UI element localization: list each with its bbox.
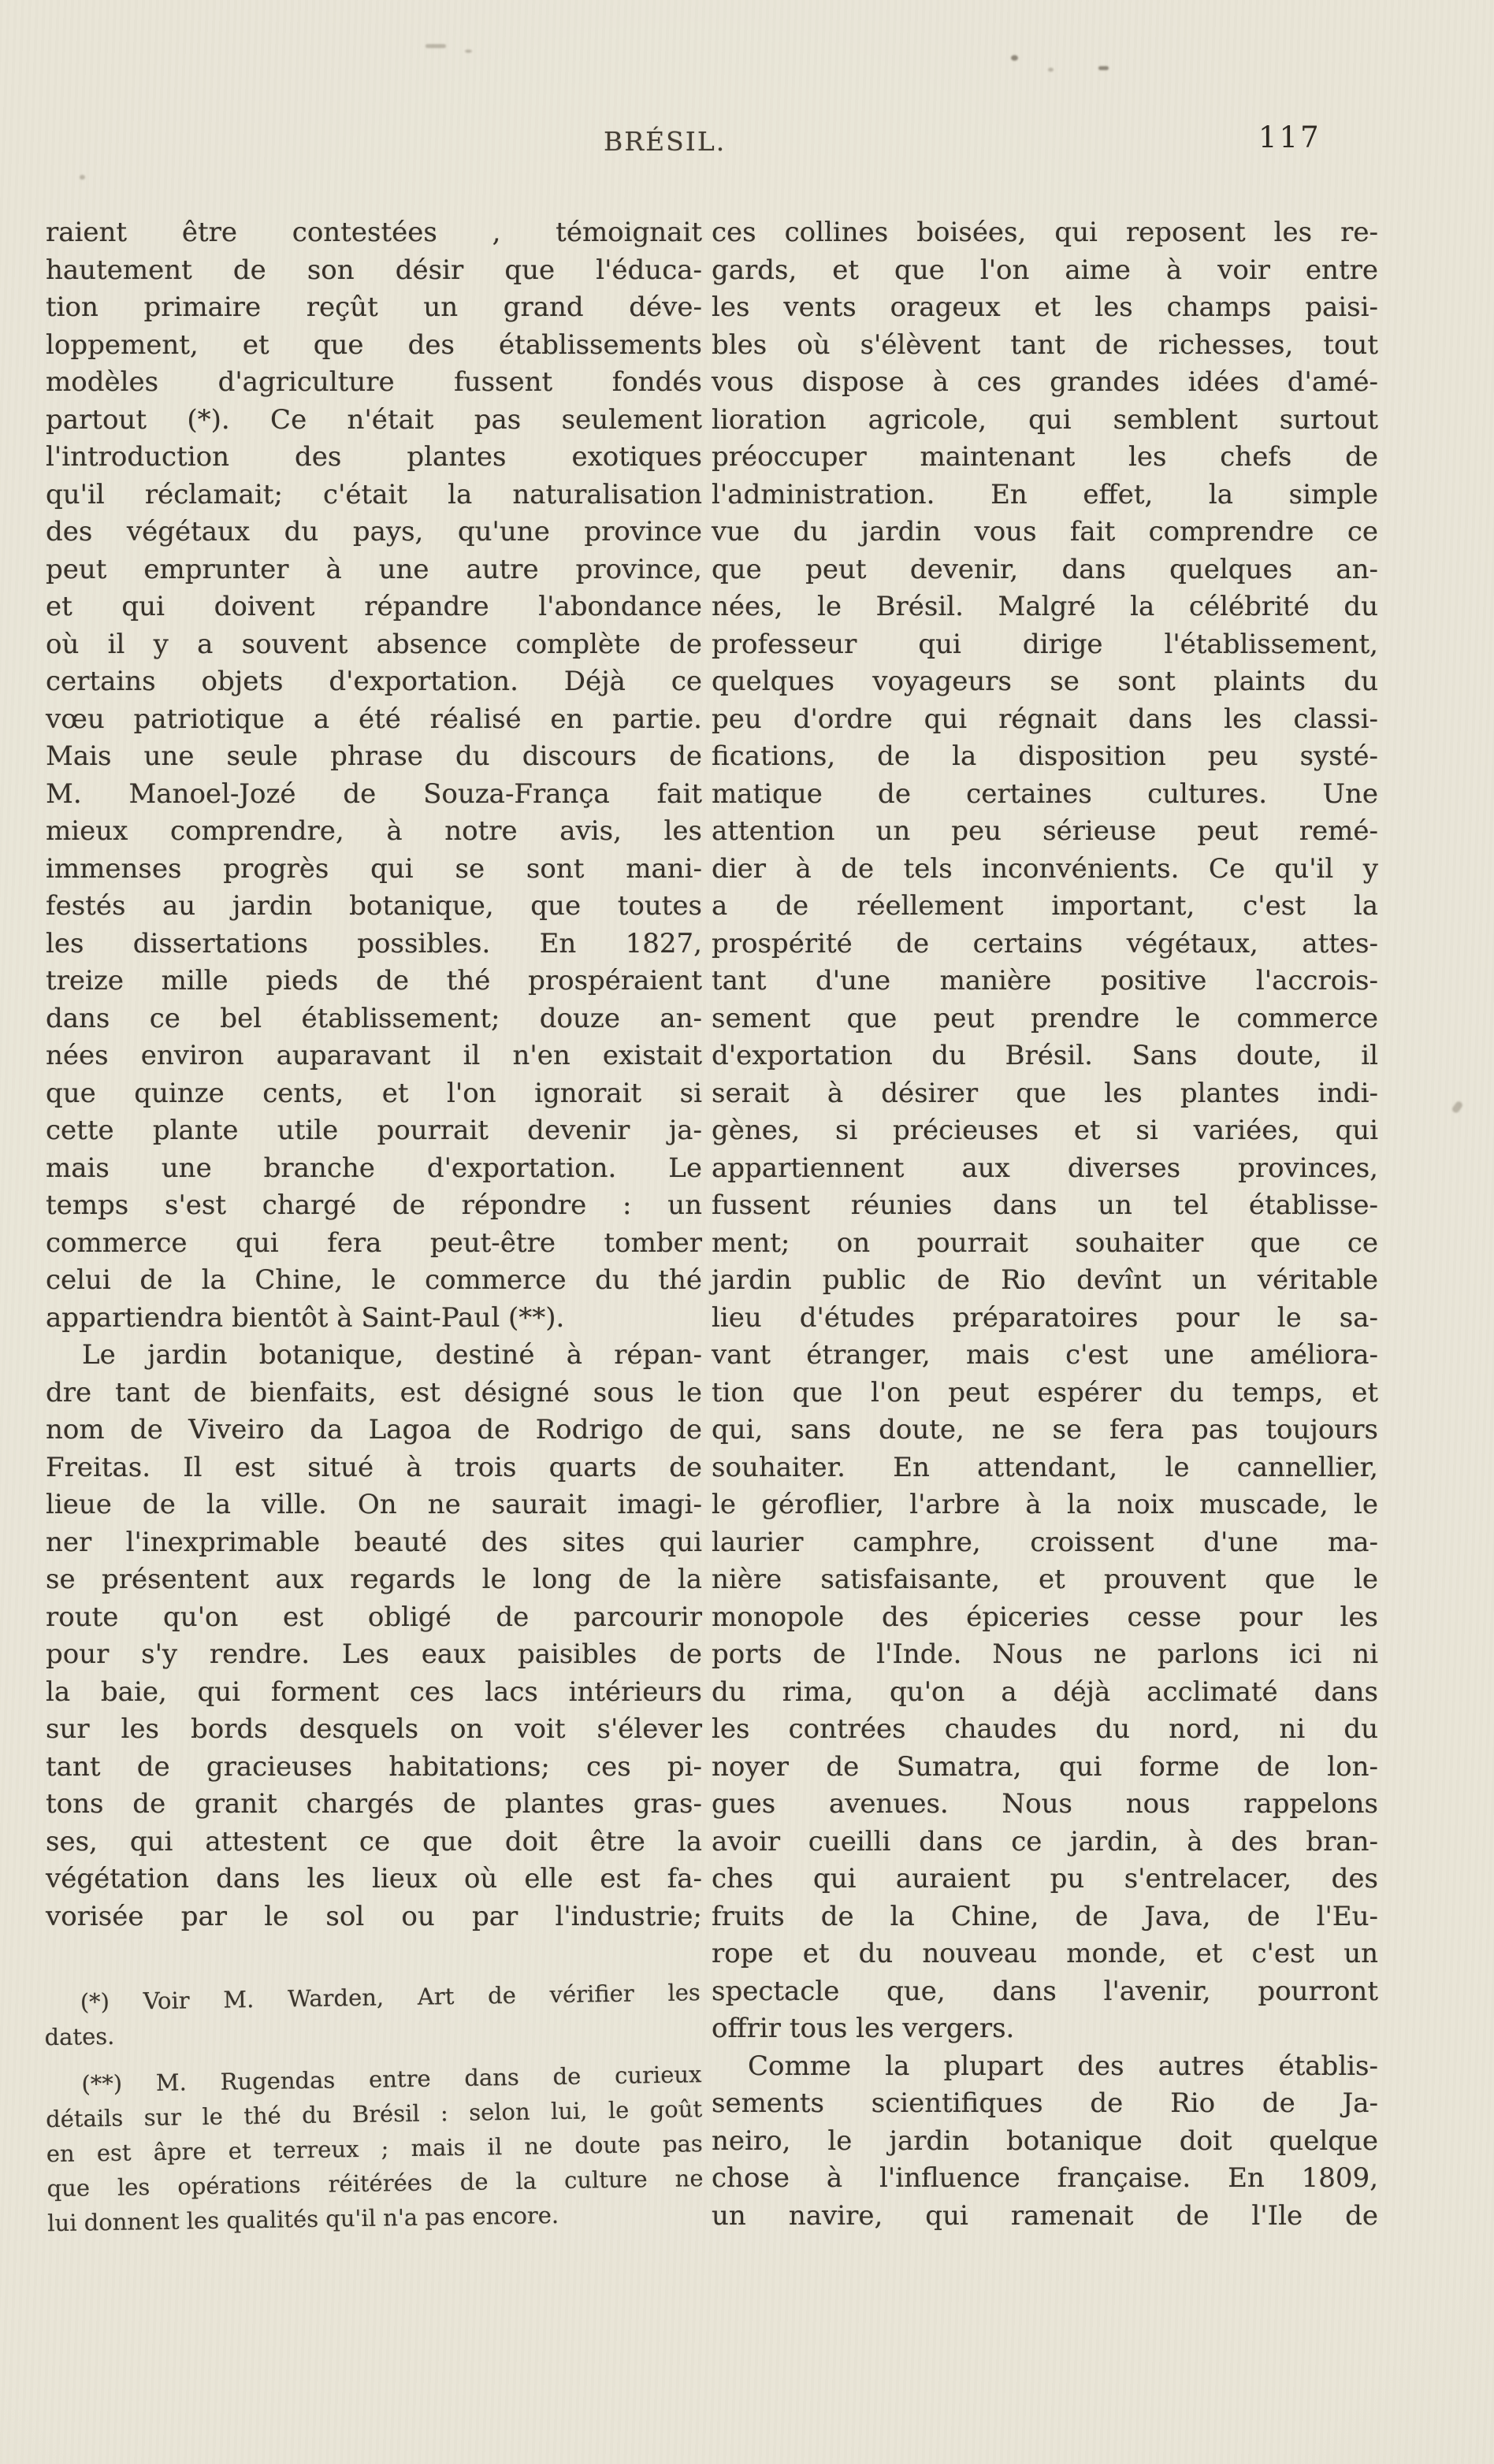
text-line: tant de gracieuses habitations; ces pi- — [46, 1750, 702, 1783]
text-line: la baie, qui forment ces lacs intérieurs — [46, 1675, 702, 1708]
text-line: ses, qui attestent ce que doit être la — [46, 1825, 702, 1857]
text-line: nom de Viveiro da Lagoa de Rodrigo de — [46, 1414, 702, 1445]
text-line: nière satisfaisante, et prouvent que le — [712, 1564, 1378, 1595]
text-line: ches qui auraient pu s'entrelacer, des — [712, 1863, 1378, 1894]
footnote — [45, 2057, 704, 2240]
text-line: sement que peut prendre le commerce — [712, 1002, 1378, 1034]
text-line: détails sur le thé du Brésil : selon lui, le goût — [45, 2095, 703, 2133]
text-line: treize mille pieds de thé prospéraient — [46, 965, 702, 996]
text-line: a de réellement important, c'est la — [712, 890, 1378, 922]
page-number: 117 — [1258, 121, 1321, 154]
text-line: préoccuper maintenant les chefs de — [712, 441, 1378, 473]
text-line: Mais une seule phrase du discours de — [46, 740, 702, 772]
text-line: serait à désirer que les plantes indi- — [712, 1077, 1378, 1109]
footnotes-section — [43, 1975, 704, 2240]
text-line: nées, le Brésil. Malgré la célébrité du — [712, 591, 1378, 622]
text-line: les contrées chaudes du nord, ni du — [712, 1713, 1378, 1745]
text-line: et qui doivent répandre l'abondance — [46, 591, 702, 622]
text-line: nées environ auparavant il n'en existait — [46, 1040, 702, 1071]
text-line: gènes, si précieuses et si variées, qui — [712, 1115, 1378, 1146]
text-line: les vents orageux et les champs paisi- — [712, 291, 1378, 323]
text-line: attention un peu sérieuse peut remé- — [712, 815, 1378, 847]
text-line: rope et du nouveau monde, et c'est un — [712, 1938, 1378, 1969]
text-line: d'exportation du Brésil. Sans doute, il — [712, 1040, 1378, 1071]
text-line: vorisée par le sol ou par l'industrie; — [46, 1900, 702, 1932]
text-line: bles où s'élèvent tant de richesses, tout — [712, 328, 1378, 361]
text-line: laurier camphre, croissent d'une ma- — [712, 1526, 1378, 1558]
text-line: sur les bords desquels on voit s'élever — [46, 1713, 702, 1745]
text-line: vant étranger, mais c'est une améliora- — [712, 1339, 1378, 1371]
text-line: M. Manoel-Jozé de Souza-França fait — [46, 777, 702, 810]
text-line: fications, de la disposition peu systé- — [712, 740, 1378, 772]
text-line: où il y a souvent absence complète de — [46, 628, 702, 660]
scan-speck — [1451, 1100, 1464, 1114]
text-line: offrir tous les vergers. — [712, 2013, 1015, 2044]
text-line: qui, sans doute, ne se fera pas toujours — [712, 1414, 1378, 1445]
text-line: tion que l'on peut espérer du temps, et — [712, 1376, 1378, 1408]
text-line: se présentent aux regards le long de la — [46, 1564, 702, 1595]
text-line: vue du jardin vous fait comprendre ce — [712, 516, 1378, 547]
text-line: commerce qui fera peut-être tomber — [46, 1226, 702, 1259]
text-line: vous dispose à ces grandes idées d'amé- — [712, 366, 1378, 398]
text-line: le géroflier, l'arbre à la noix muscade, le — [712, 1489, 1378, 1520]
text-line: hautement de son désir que l'éduca- — [46, 254, 702, 286]
text-line: fruits de la Chine, de Java, de l'Eu- — [712, 1900, 1378, 1932]
text-line: lieue de la ville. On ne saurait imagi- — [46, 1489, 702, 1520]
text-line: tion primaire reçût un grand déve- — [46, 291, 702, 323]
text-line: jardin public de Rio devînt un véritable — [712, 1264, 1378, 1296]
text-line: avoir cueilli dans ce jardin, à des bran- — [712, 1825, 1378, 1857]
text-line: mieux comprendre, à notre avis, les — [46, 815, 702, 847]
text-line: que les opérations réitérées de la culture ne — [46, 2165, 704, 2202]
text-line: l'administration. En effet, la simple — [712, 478, 1378, 510]
text-line: qu'il réclamait; c'était la naturalisation — [46, 478, 702, 510]
text-line: pour s'y rendre. Les eaux paisibles de — [46, 1638, 702, 1670]
text-line: en est âpre et terreux ; mais il ne doute pas — [46, 2130, 704, 2168]
text-line: fussent réunies dans un tel établisse- — [712, 1189, 1378, 1221]
text-line: immenses progrès qui se sont mani- — [46, 852, 702, 885]
text-line: temps s'est chargé de répondre : un — [46, 1189, 702, 1221]
text-line: quelques voyageurs se sont plaints du — [712, 666, 1378, 697]
text-line: peut emprunter à une autre province, — [46, 553, 702, 585]
text-line: (**) M. Rugendas entre dans de curieux — [81, 2061, 702, 2098]
text-line: (*) Voir M. Warden, Art de vérifier les — [80, 1979, 701, 2016]
text-line: monopole des épiceries cesse pour les — [712, 1601, 1378, 1633]
scan-speck — [76, 1164, 80, 1169]
left-column — [46, 214, 702, 2236]
text-line: que quinze cents, et l'on ignorait si — [46, 1077, 702, 1109]
text-line: ces collines boisées, qui reposent les re- — [712, 217, 1378, 248]
text-line: des végétaux du pays, qu'une province — [46, 516, 702, 547]
text-line: peu d'ordre qui régnait dans les classi- — [712, 703, 1378, 735]
text-line: chose à l'influence française. En 1809, — [712, 2162, 1378, 2194]
text-line: ports de l'Inde. Nous ne parlons ici ni — [712, 1638, 1378, 1670]
text-line: spectacle que, dans l'avenir, pourront — [712, 1975, 1378, 2007]
text-line: matique de certaines cultures. Une — [712, 777, 1378, 810]
text-line: route qu'on est obligé de parcourir — [46, 1601, 702, 1633]
text-line: l'introduction des plantes exotiques — [46, 441, 702, 473]
text-line: loppement, et que des établissements — [46, 328, 702, 361]
scan-speck — [1098, 66, 1109, 70]
text-line: professeur qui dirige l'établissement, — [712, 628, 1378, 660]
text-line: noyer de Sumatra, qui forme de lon- — [712, 1750, 1378, 1783]
text-line: Comme la plupart des autres établis- — [748, 2050, 1378, 2082]
text-line: Le jardin botanique, destiné à répan- — [82, 1339, 702, 1371]
text-line: Freitas. Il est situé à trois quarts de — [46, 1451, 702, 1483]
text-line: souhaiter. En attendant, le cannellier, — [712, 1451, 1378, 1483]
scan-speck — [80, 175, 85, 180]
text-line: un navire, qui ramenait de l'Ile de — [712, 2199, 1378, 2232]
text-line: lui donnent les qualités qu'il n'a pas encore. — [46, 2202, 559, 2237]
text-line: du rima, qu'on a déjà acclimaté dans — [712, 1675, 1378, 1708]
text-line: dier à de tels inconvénients. Ce qu'il y — [712, 852, 1378, 885]
text-line: raient être contestées , témoignait — [46, 217, 702, 248]
text-line: appartiendra bientôt à Saint-Paul (**). — [46, 1301, 565, 1334]
text-line: dans ce bel établissement; douze an- — [46, 1002, 702, 1034]
text-line: partout (*). Ce n'était pas seulement — [46, 403, 702, 436]
right-column — [712, 214, 1378, 2235]
page-title: BRÉSIL. — [604, 126, 727, 157]
text-line: dre tant de bienfaits, est désigné sous le — [46, 1376, 702, 1408]
text-line: que peut devenir, dans quelques an- — [712, 553, 1378, 585]
text-line: sements scientifiques de Rio de Ja- — [712, 2087, 1378, 2119]
text-line: les dissertations possibles. En 1827, — [46, 927, 702, 959]
scan-speck — [1011, 55, 1018, 61]
text-line: neiro, le jardin botanique doit quelque — [712, 2124, 1378, 2157]
text-line: végétation dans les lieux où elle est fa- — [46, 1863, 702, 1894]
text-line: festés au jardin botanique, que toutes — [46, 890, 702, 922]
text-line: cette plante utile pourrait devenir ja- — [46, 1115, 702, 1146]
text-line: dates. — [44, 2022, 115, 2051]
text-line: lioration agricole, qui semblent surtout — [712, 403, 1378, 436]
text-line: lieu d'études préparatoires pour le sa- — [712, 1301, 1378, 1334]
text-line: appartiennent aux diverses provinces, — [712, 1152, 1378, 1184]
scan-speck — [465, 50, 472, 53]
scan-speck — [426, 44, 446, 48]
text-line: tant d'une manière positive l'accrois- — [712, 965, 1378, 996]
text-line: gues avenues. Nous nous rappelons — [712, 1788, 1378, 1820]
text-line: ment; on pourrait souhaiter que ce — [712, 1226, 1378, 1259]
text-line: tons de granit chargés de plantes gras- — [46, 1788, 702, 1820]
text-line: certains objets d'exportation. Déjà ce — [46, 666, 702, 697]
text-line: ner l'inexprimable beauté des sites qui — [46, 1526, 702, 1558]
text-line: gards, et que l'on aime à voir entre — [712, 254, 1378, 286]
footnote — [43, 1975, 701, 2054]
text-line: celui de la Chine, le commerce du thé — [46, 1264, 702, 1296]
scan-speck — [1048, 68, 1054, 72]
text-line: prospérité de certains végétaux, attes- — [712, 927, 1378, 959]
text-line: vœu patriotique a été réalisé en partie. — [46, 703, 702, 735]
text-line: modèles d'agriculture fussent fondés — [46, 366, 702, 398]
text-line: mais une branche d'exportation. Le — [46, 1152, 702, 1184]
